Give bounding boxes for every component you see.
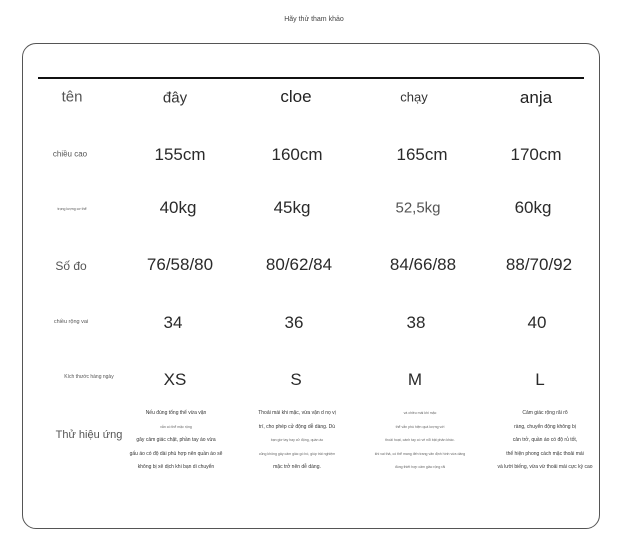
value-measurements-2: 80/62/84 bbox=[265, 255, 333, 274]
value-height-3: 165cm bbox=[396, 145, 448, 164]
page-title: Hãy thử tham khảo bbox=[284, 16, 344, 23]
fit-note-1: Nếu đúng tổng thể vừa vặn vẫn có thể mặc rộng gây cảm giác chật, phần tay áo vừa gấu áo có độ dài phù hợp nên quần áo sẽ không bị xê dịch khi bạn di chuyển bbox=[129, 410, 223, 470]
header-model-1: đây bbox=[162, 89, 188, 107]
header-label: tên bbox=[61, 88, 83, 106]
row-label-fit-effect: Thử hiệu ứng bbox=[55, 429, 123, 441]
fit-note-3: và chiều mài khi mặc thể vẫn phù hiện quá lượng với thoải hoạt, cánh tay có vẻ nổi bật phân khác. khi vai thả, có thể mang đến trang văn định hình vừa dáng đúng thiết hợp cảm giác rộng rãi bbox=[374, 411, 466, 469]
value-height-2: 160cm bbox=[271, 145, 323, 164]
value-height-4: 170cm bbox=[510, 145, 562, 164]
value-height-1: 155cm bbox=[154, 145, 206, 164]
value-weight-4: 60kg bbox=[514, 198, 552, 217]
value-weight-3: 52,5kg bbox=[395, 199, 441, 217]
value-measurements-3: 84/66/88 bbox=[389, 255, 457, 274]
value-weight-2: 45kg bbox=[273, 198, 311, 217]
value-shoulder-4: 40 bbox=[527, 313, 547, 332]
value-measurements-1: 76/58/80 bbox=[146, 255, 214, 274]
row-label-shoulder: chiều rộng vai bbox=[53, 319, 89, 325]
value-size-1: XS bbox=[163, 370, 187, 389]
value-shoulder-1: 34 bbox=[163, 313, 183, 332]
fit-note-2: Thoải mái khi mặc, vừa vặn d nọ vị trí, cho phép cử động dễ dàng. Dù bạn giơ tay hay cử động, quần áo cũng không gây cảm giác gò bó, giúp trải nghiệm mặc trở nên dễ dàng. bbox=[258, 410, 336, 470]
value-size-3: M bbox=[407, 370, 423, 389]
row-label-height: chiều cao bbox=[52, 149, 88, 159]
value-measurements-4: 88/70/92 bbox=[505, 255, 573, 274]
header-model-2: cloe bbox=[280, 87, 312, 106]
value-shoulder-3: 38 bbox=[406, 313, 426, 332]
value-shoulder-2: 36 bbox=[284, 313, 304, 332]
value-size-4: L bbox=[535, 370, 545, 389]
row-label-daily-size: Kích thước hàng ngày bbox=[64, 374, 114, 380]
table-header-rule bbox=[38, 77, 584, 79]
header-model-4: anja bbox=[519, 88, 553, 107]
header-model-3: chạy bbox=[400, 89, 428, 105]
row-label-measurements: Số đo bbox=[55, 259, 87, 273]
row-label-weight: trọng lượng cơ thể bbox=[57, 207, 87, 211]
value-size-2: S bbox=[290, 370, 302, 389]
value-weight-1: 40kg bbox=[159, 198, 197, 217]
fit-note-4: Cảm giác rộng rãi rõ ràng, chuyển động không bị cản trở, quần áo có độ rủ tốt, thể hiện phong cách mặc thoải mái và lười biếng, vừa vừ thoải mái cực kỳ cao bbox=[497, 410, 593, 470]
